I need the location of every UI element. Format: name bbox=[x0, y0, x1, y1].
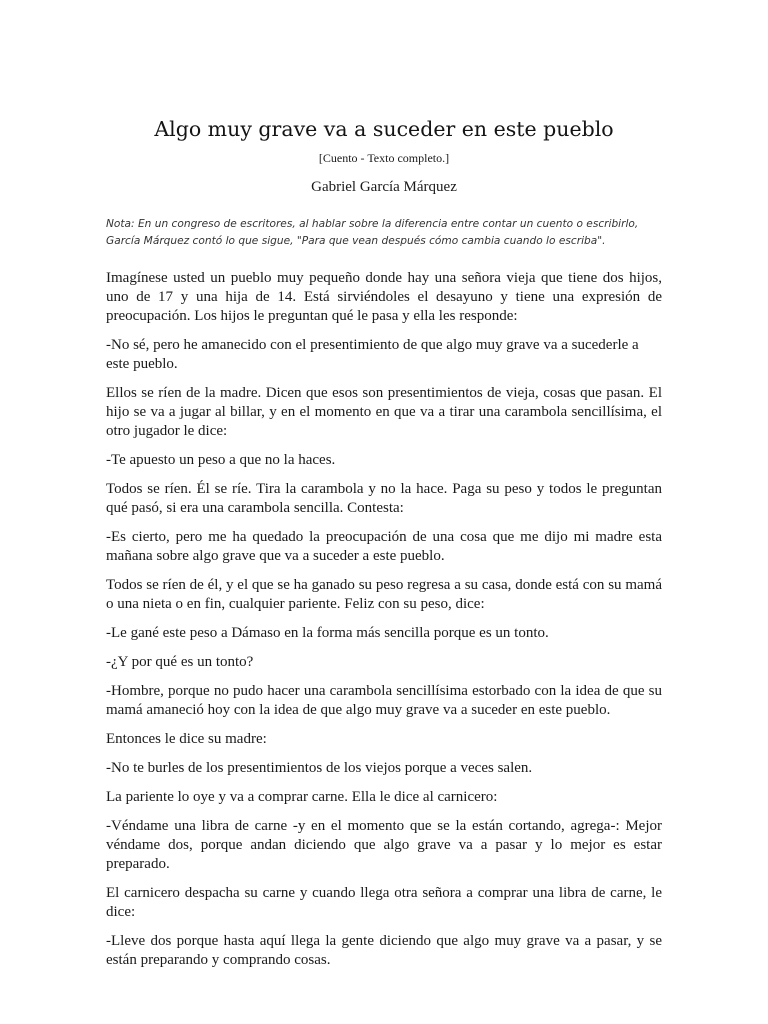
paragraph: -Le gané este peso a Dámaso en la forma más sencilla porque es un tonto. bbox=[106, 625, 549, 641]
paragraph: -No te burles de los presentimientos de los viejos porque a veces salen. bbox=[106, 760, 533, 776]
paragraph: -Hombre, porque no pudo hacer una carambola sencillísima estorbado con la idea de que su mamá amaneció hoy con la idea de que algo muy grave va a suceder en este pueblo. bbox=[106, 683, 662, 718]
paragraph: Todos se ríen. Él se ríe. Tira la carambola y no la hace. Paga su peso y todos le preguntan qué pasó, si era una carambola sencilla. Contesta: bbox=[106, 481, 662, 516]
paragraph: Imagínese usted un pueblo muy pequeño donde hay una señora vieja que tiene dos hijos, uno de 17 y una hija de 14. Está sirviéndoles el desayuno y tiene una expresión de preocupación. Los hijos le preguntan qué le pasa y ella les responde: bbox=[106, 270, 662, 324]
document-subtitle: [Cuento - Texto completo.] bbox=[318, 151, 450, 165]
paragraph: -Te apuesto un peso a que no la haces. bbox=[106, 452, 336, 468]
paragraph: Entonces le dice su madre: bbox=[106, 731, 267, 747]
editor-note: Nota: En un congreso de escritores, al hablar sobre la diferencia entre contar un cuento o escribirlo, García Márquez contó lo que sigue, "Para que vean después cómo cambia cuando lo escriba". bbox=[106, 218, 639, 247]
paragraph: -Lleve dos porque hasta aquí llega la gente diciendo que algo muy grave va a pasar, y se están preparando y comprando cosas. bbox=[106, 933, 662, 968]
document-title: Algo muy grave va a suceder en este pueblo bbox=[154, 117, 614, 141]
paragraph: -No sé, pero he amanecido con el presentimiento de que algo muy grave va a sucederle a este pueblo. bbox=[106, 337, 639, 372]
story-body bbox=[106, 269, 662, 980]
paragraph: Ellos se ríen de la madre. Dicen que esos son presentimientos de vieja, cosas que pasan. El hijo se va a jugar al billar, y en el momento en que va a tirar una carambola sencillísima, el otro jugador le dice: bbox=[106, 385, 662, 439]
paragraph: -Es cierto, pero me ha quedado la preocupación de una cosa que me dijo mi madre esta mañana sobre algo grave que va a suceder a este pueblo. bbox=[106, 529, 662, 564]
paragraph: El carnicero despacha su carne y cuando llega otra señora a comprar una libra de carne, le dice: bbox=[106, 885, 662, 920]
paragraph: La pariente lo oye y va a comprar carne. Ella le dice al carnicero: bbox=[106, 789, 498, 805]
document-author: Gabriel García Márquez bbox=[311, 179, 457, 195]
paragraph: Todos se ríen de él, y el que se ha ganado su peso regresa a su casa, donde está con su mamá o una nieta o en fin, cualquier pariente. Feliz con su peso, dice: bbox=[106, 577, 662, 612]
paragraph: -¿Y por qué es un tonto? bbox=[106, 654, 254, 670]
paragraph: -Véndame una libra de carne -y en el momento que se la están cortando, agrega-: Mejor véndame dos, porque andan diciendo que algo grave va a pasar y lo mejor es estar preparado. bbox=[106, 818, 662, 872]
